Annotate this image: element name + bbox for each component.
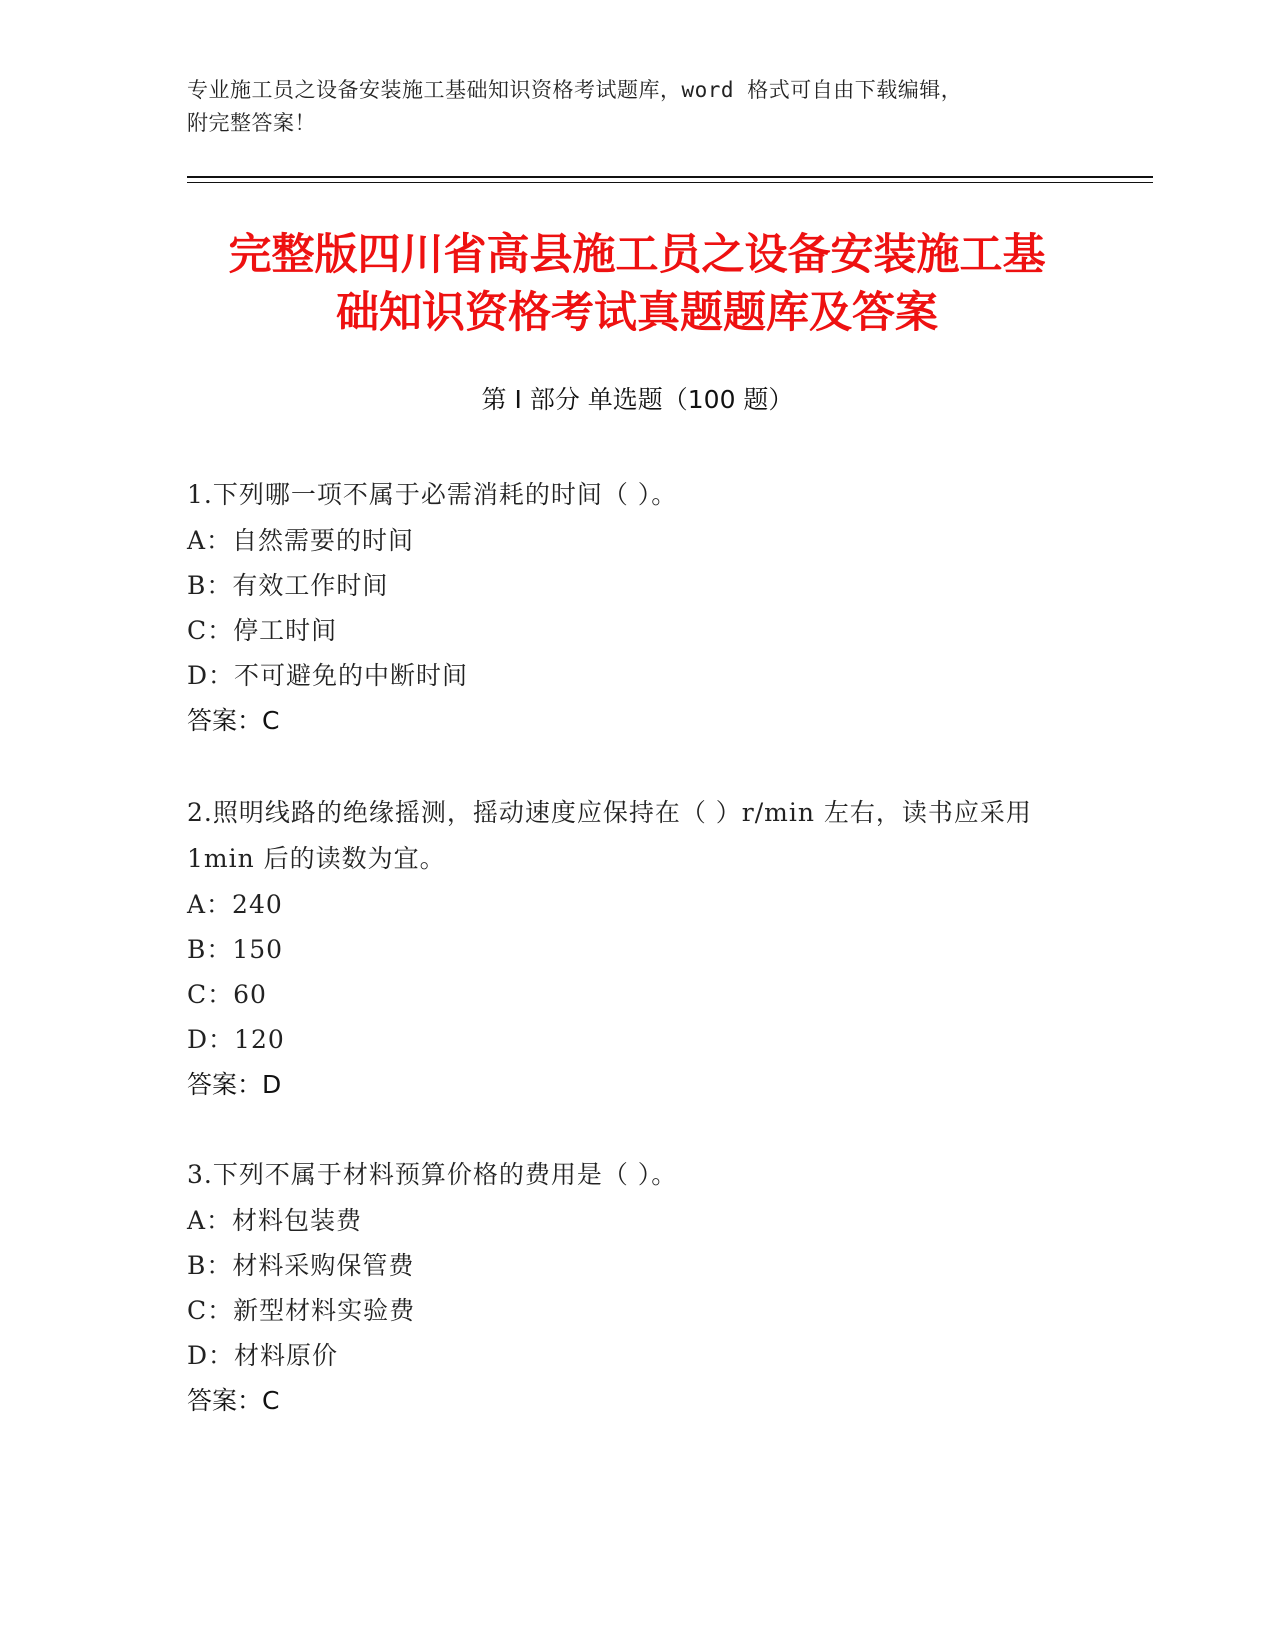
option-b: B：有效工作时间 [187, 571, 389, 600]
header-note-line-2: 附完整答案！ [187, 111, 316, 135]
question-block [187, 472, 1067, 744]
header-note-line-1: 专业施工员之设备安装施工基础知识资格考试题库，word 格式可自由下载编辑， [187, 78, 963, 102]
option-a: A：240 [187, 890, 283, 919]
section-heading: 第 I 部分 单选题（100 题） [481, 385, 794, 414]
question-stem: 2.照明线路的绝缘摇测，摇动速度应保持在（ ）r/min 左右，读书应采用 1min 后的读数为宜。 [187, 798, 1032, 873]
answer-line: 答案：C [187, 1386, 280, 1415]
question-stem: 3.下列不属于材料预算价格的费用是（ ）。 [187, 1160, 678, 1189]
option-d: D：120 [187, 1025, 285, 1054]
header-divider-thick [187, 176, 1153, 178]
option-c: C：新型材料实验费 [187, 1296, 416, 1325]
answer-line: 答案：D [187, 1070, 282, 1099]
option-a: A：材料包装费 [187, 1206, 363, 1235]
answer-line: 答案：C [187, 706, 280, 735]
option-b: B：材料采购保管费 [187, 1251, 415, 1280]
option-d: D：材料原价 [187, 1341, 339, 1370]
option-d: D：不可避免的中断时间 [187, 661, 469, 690]
question-stem: 1.下列哪一项不属于必需消耗的时间（ ）。 [187, 480, 678, 509]
option-c: C：60 [187, 980, 267, 1009]
question-block [187, 790, 1067, 1108]
option-b: B：150 [187, 935, 284, 964]
document-title-line-2: 础知识资格考试真题题库及答案 [336, 288, 938, 338]
option-c: C：停工时间 [187, 616, 338, 645]
document-title [187, 226, 1087, 342]
option-a: A：自然需要的时间 [187, 526, 415, 555]
question-block [187, 1152, 1067, 1424]
header-divider-thin [187, 182, 1153, 183]
header-note [187, 74, 1067, 140]
document-title-line-1: 完整版四川省高县施工员之设备安装施工基 [228, 230, 1046, 280]
